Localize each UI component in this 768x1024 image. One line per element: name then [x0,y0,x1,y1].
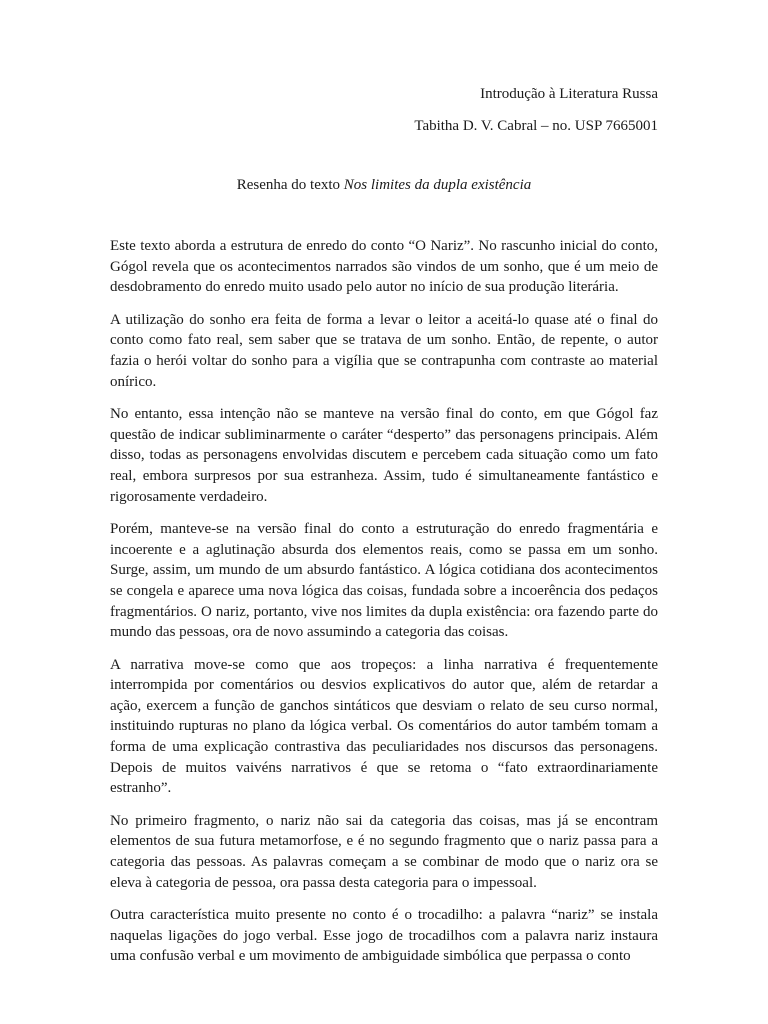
review-title [0,176,768,194]
paragraph: Porém, manteve-se na versão final do conto a estruturação do enredo fragmentária e incoerente e a aglutinação absurda dos elementos reais, como se passa em um sonho. Surge, assim, um mundo de um absurdo fantástico. A lógica cotidiana dos acontecimentos se congela e aparece uma nova lógica das coisas, fundada sobre a incoerência dos pedaços fragmentários. O nariz, portanto, vive nos limites da dupla existência: ora fazendo parte do mundo das pessoas, ora de novo assumindo a categoria das coisas. [110,521,658,641]
paragraph: No primeiro fragmento, o nariz não sai da categoria das coisas, mas já se encontram elementos de sua futura metamorfose, e é no segundo fragmento que o nariz passa para a categoria das pessoas. As palavras começam a se combinar de modo que o nariz ora se eleva à categoria de pessoa, ora passa desta categoria para o impessoal. [110,812,658,891]
paragraph: A utilização do sonho era feita de forma a levar o leitor a aceitá-lo quase até o final do conto como fato real, sem saber que se tratava de um sonho. Então, de repente, o autor fazia o herói voltar do sonho para a vigília que se contrapunha com contraste ao material onírico. [110,311,658,390]
review-body [110,236,658,979]
course-name: Introdução à Literatura Russa [480,86,658,102]
title-prefix: Resenha do texto [236,177,344,193]
author-line: Tabitha D. V. Cabral – no. USP 7665001 [414,118,658,134]
paragraph: A narrativa move-se como que aos tropeços: a linha narrativa é frequentemente interrompida por comentários ou desvios explicativos do autor que, além de retardar a ação, exercem a função de ganchos sintáticos que desviam o relato de seu curso normal, instituindo rupturas no plano da lógica verbal. Os comentários do autor também tomam a forma de uma explicação contrastiva das peculiaridades nos discursos das personagens. Depois de muitos vaivéns narrativos é que se retoma o “fato extraordinariamente estranho”. [110,656,658,797]
title-work: Nos limites da dupla existência [343,177,532,193]
paragraph: Outra característica muito presente no conto é o trocadilho: a palavra “nariz” se instala naquelas ligações do jogo verbal. Esse jogo de trocadilhos com a palavra nariz instaura uma confusão verbal e um movimento de ambiguidade simbólica que perpassa o conto [110,907,658,965]
paragraph: Este texto aborda a estrutura de enredo do conto “O Nariz”. No rascunho inicial do conto, Gógol revela que os acontecimentos narrados são vindos de um sonho, que é um meio de desdobramento do enredo muito usado pelo autor no início de sua produção literária. [110,238,658,296]
paragraph: No entanto, essa intenção não se manteve na versão final do conto, em que Gógol faz questão de indicar subliminarmente o caráter “desperto” das personagens principais. Além disso, todas as personagens envolvidas discutem e percebem cada situação como um fato real, embora surpresos por sua estranheza. Assim, tudo é simultaneamente fantástico e rigorosamente verdadeiro. [110,406,658,505]
